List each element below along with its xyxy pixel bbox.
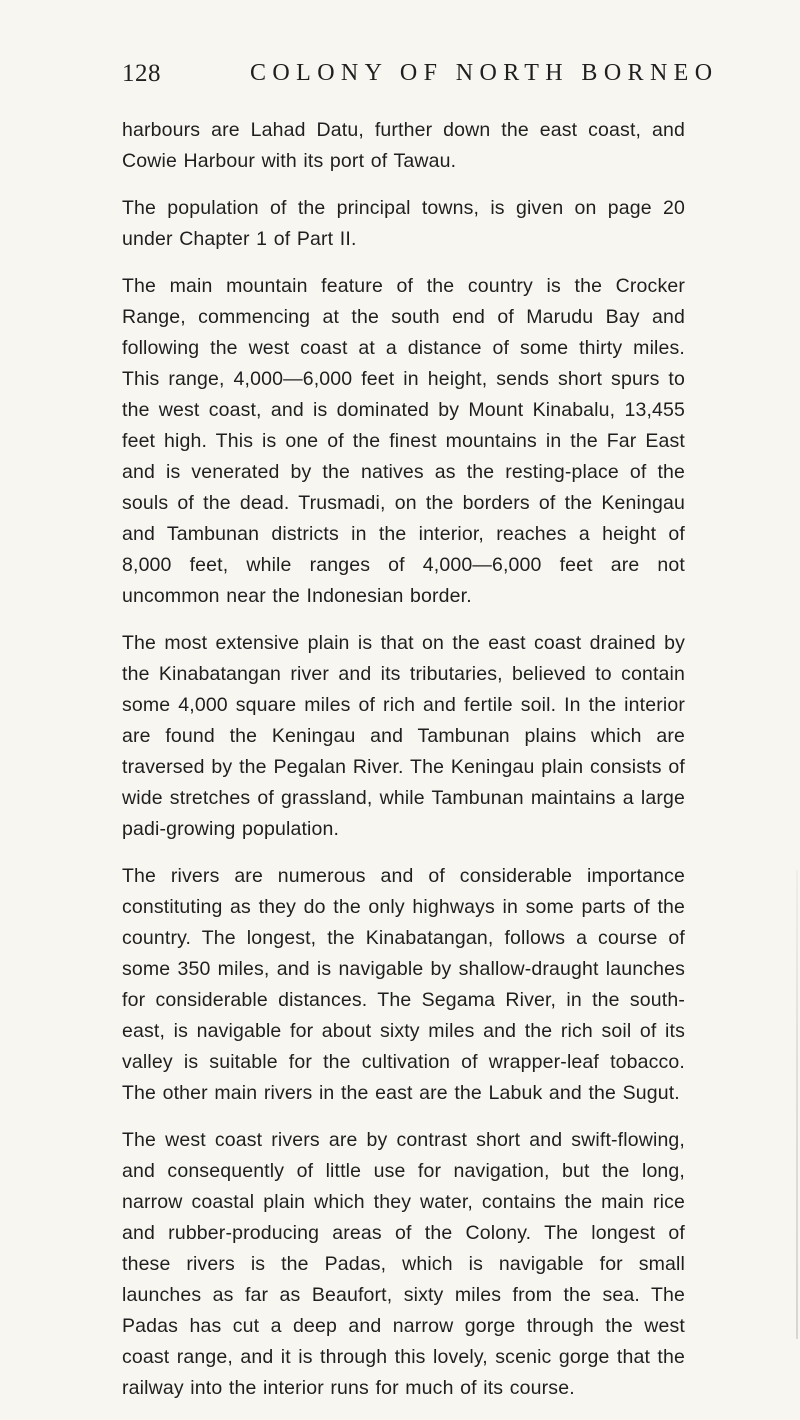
page-number: 128 [122,60,161,87]
paragraph: harbours are Lahad Datu, further down the east coast, and Cowie Harbour with its port of Tawau. [122,119,685,172]
paragraph: The rivers are numerous and of considerable importance constituting as they do the only highways in some parts of the country. The longest, the Kinabatangan, follows a course of some 350 miles, and is navigable by shallow-draught launches for considerable distances. The Segama River, in the south-east, is navigable for about sixty miles and the rich soil of its valley is suitable for the cultivation of wrapper-leaf tobacco. The other main rivers in the east are the Labuk and the Sugut. [122,865,685,1104]
body-text [122,115,685,1420]
page-header [122,60,719,100]
paragraph: The population of the principal towns, is given on page 20 under Chapter 1 of Part II. [122,197,685,250]
paragraph: The west coast rivers are by contrast short and swift-flowing, and consequently of little use for navigation, but the long, narrow coastal plain which they water, contains the main rice and rubber-producing areas of the Colony. The longest of these rivers is the Padas, which is navigable for small launches as far as Beaufort, sixty miles from the sea. The Padas has cut a deep and narrow gorge through the west coast range, and it is through this lovely, scenic gorge that the railway into the interior runs for much of its course. [122,1129,685,1399]
running-title: COLONY OF NORTH BORNEO [250,60,719,86]
paragraph: The most extensive plain is that on the east coast drained by the Kinabatangan river and its tributaries, believed to contain some 4,000 square miles of rich and fertile soil. In the interior are found the Keningau and Tambunan plains which are traversed by the Pegalan River. The Keningau plain consists of wide stretches of grassland, while Tambunan maintains a large padi-growing population. [122,632,685,840]
paragraph: The main mountain feature of the country is the Crocker Range, commencing at the south end of Marudu Bay and following the west coast at a distance of some thirty miles. This range, 4,000—6,000 feet in height, sends short spurs to the west coast, and is dominated by Mount Kinabalu, 13,455 feet high. This is one of the finest mountains in the Far East and is venerated by the natives as the resting-place of the souls of the dead. Trusmadi, on the borders of the Keningau and Tambunan districts in the interior, reaches a height of 8,000 feet, while ranges of 4,000—6,000 feet are not uncommon near the Indonesian border. [122,275,685,607]
page-edge-shadow [796,870,798,1339]
